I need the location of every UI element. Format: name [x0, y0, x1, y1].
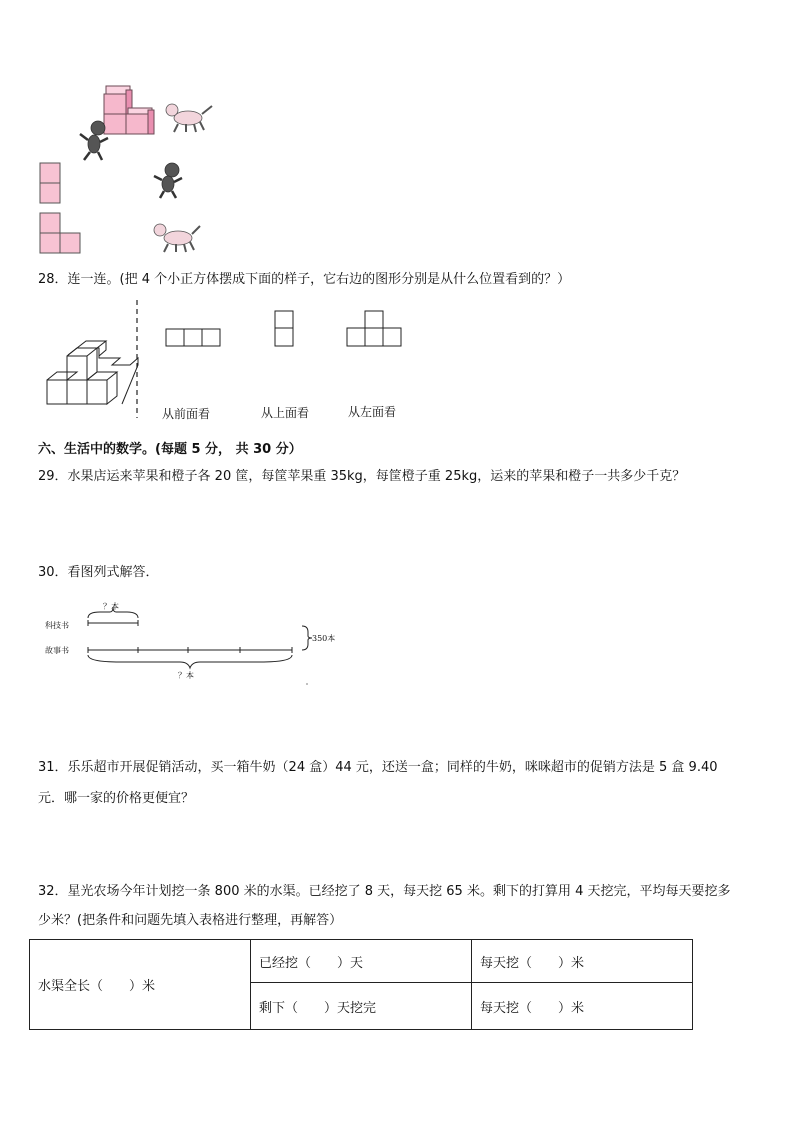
monkey-icon-2	[154, 163, 182, 198]
section6-title: 六、生活中的数学。(每题 5 分， 共 30 分）	[38, 442, 302, 457]
q28-label-top: 从上面看	[261, 406, 310, 420]
q29-text: 29．水果店运来苹果和橙子各 20 筐，每筐苹果重 35kg，每筐橙子重 25kg，运来的苹果和橙子一共多少千克？	[38, 469, 686, 484]
q32-table-days-dug: 已经挖（ ）天	[251, 940, 472, 983]
q28-text: 28．连一连。(把 4 个小正方体摆成下面的样子，它右边的图形分别是从什么位置看到的？）	[38, 272, 571, 287]
q30-total: 350本	[312, 634, 336, 643]
pink-cube-stack	[104, 86, 154, 134]
q32-line1: 32．星光农场今年计划挖一条 800 米的水渠。已经挖了 8 天，每天挖 65 米。剩下的打算用 4 天挖完，平均每天要挖多	[38, 884, 731, 899]
q32-line2: 少米？(把条件和问题先填入表格进行整理，再解答）	[38, 913, 343, 928]
q30-text: 30．看图列式解答．	[38, 565, 159, 580]
q32-table-total-length: 水渠全长（ ）米	[30, 940, 251, 1030]
cube-arrangement	[47, 341, 138, 404]
top-illustration	[30, 80, 230, 260]
view-shape-l	[40, 213, 80, 253]
dog-icon	[166, 104, 212, 132]
q30-bottom-question: ？本	[178, 671, 194, 680]
view-three-row	[166, 329, 220, 346]
q31-line1: 31．乐乐超市开展促销活动，买一箱牛奶（24 盒）44 元，还送一盒；同样的牛奶，咪咪超市的促销方法是 5 盒 9.40	[38, 760, 718, 775]
q32-table-daily-needed: 每天挖（ ）米	[472, 983, 693, 1030]
view-shape-vertical	[40, 163, 60, 203]
dog-icon-2	[154, 224, 200, 252]
view-t-shape	[347, 311, 401, 346]
q31-line2: 元．哪一家的价格更便宜？	[38, 791, 195, 806]
q30-row1-label: 科技书	[45, 621, 69, 630]
view-two-stacked	[275, 311, 293, 346]
monkey-icon	[80, 121, 108, 160]
q28-label-front: 从前面看	[162, 407, 211, 421]
q30-top-question: ？本	[103, 602, 119, 611]
q30-row2-label: 故事书	[45, 646, 69, 655]
q28-label-left: 从左面看	[348, 405, 397, 419]
q32-table-remaining-days: 剩下（ ）天挖完	[251, 983, 472, 1030]
q32-table	[29, 939, 693, 1030]
q32-table-daily-dug: 每天挖（ ）米	[472, 940, 693, 983]
